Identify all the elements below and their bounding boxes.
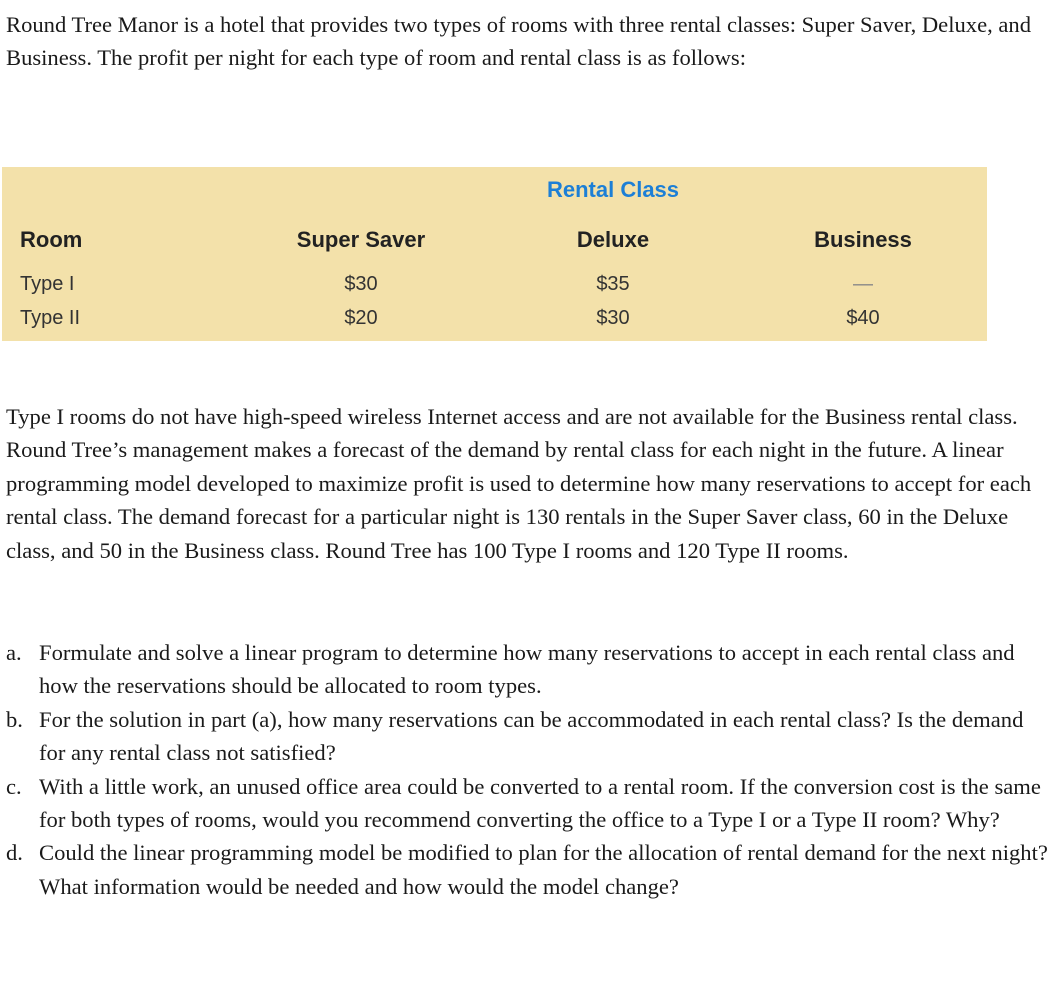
question-text: Could the linear programming model be modified to plan for the allocation of rental demand for the next night? What information would be needed and how would the model change?	[39, 840, 1048, 899]
super-saver-column-header: Super Saver	[296, 227, 426, 252]
room-column-header: Room	[20, 227, 83, 252]
profit-table	[2, 167, 987, 341]
rental-class-header: Rental Class	[546, 177, 680, 202]
row-type-2-room: Type II	[20, 307, 81, 329]
row-type-1-deluxe: $35	[596, 273, 630, 295]
body-paragraph: Type I rooms do not have high-speed wireless Internet access and are not available for the Business rental class. Round Tree’s management makes a forecast of the demand by rental class for each night in the future. A linear programming model developed to maximize profit is used to determine how many reservations to accept for each rental class. The demand forecast for a particular night is 130 rentals in the Super Saver class, 60 in the Deluxe class, and 50 in the Business class. Round Tree has 100 Type I rooms and 120 Type II rooms.	[6, 404, 1032, 563]
question-text: With a little work, an unused office area could be converted to a rental room. If the conversion cost is the same for both types of rooms, would you recommend converting the office to a Type I or a Type II room? Why?	[39, 773, 1041, 833]
question-letter: d.	[6, 840, 23, 866]
question-d	[6, 836, 1051, 903]
row-type-2-super-saver: $20	[344, 307, 378, 329]
question-letter: a.	[6, 640, 22, 665]
question-letter: c.	[6, 773, 22, 799]
row-type-2-business: $40	[846, 307, 880, 329]
question-b	[6, 703, 1051, 770]
intro-paragraph: Round Tree Manor is a hotel that provides two types of rooms with three rental classes: Super Saver, Deluxe, and Business. The profit per night for each type of room and rental class is as follows:	[6, 12, 1032, 70]
question-text: Formulate and solve a linear program to determine how many reservations to accept in each rental class and how the reservations should be allocated to room types.	[39, 640, 1015, 699]
deluxe-column-header: Deluxe	[576, 227, 650, 252]
row-type-1-room: Type I	[20, 273, 75, 295]
question-letter: b.	[6, 706, 23, 732]
business-column-header: Business	[814, 227, 912, 252]
row-type-1-business: —	[853, 273, 873, 295]
question-list	[6, 636, 1051, 903]
question-a	[6, 636, 1051, 703]
row-type-1-super-saver: $30	[344, 273, 378, 295]
row-type-2-deluxe: $30	[596, 307, 630, 329]
question-text: For the solution in part (a), how many reservations can be accommodated in each rental class? Is the demand for any rental class not satisfied?	[39, 706, 1024, 766]
question-c	[6, 770, 1051, 837]
